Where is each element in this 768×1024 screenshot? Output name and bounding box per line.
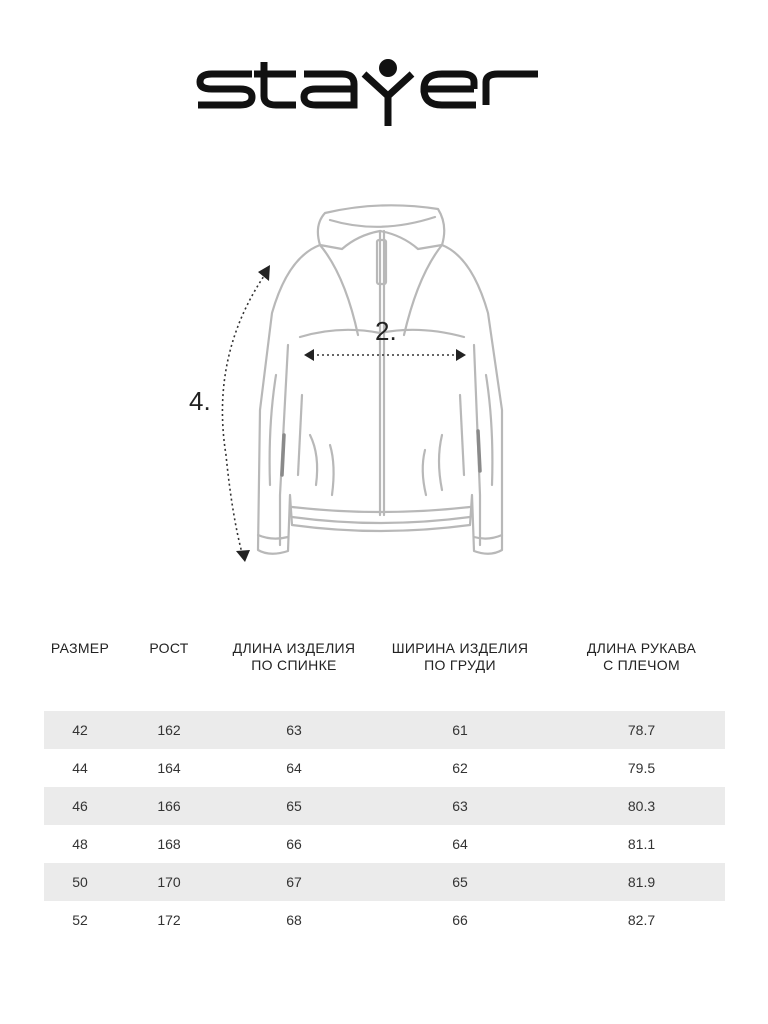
cell-chest-width: 64	[452, 836, 468, 852]
cell-height: 166	[157, 798, 181, 814]
table-row	[44, 711, 725, 749]
header-size: РАЗМЕР	[50, 640, 110, 656]
table-row	[44, 749, 725, 787]
header-sleeve-length: ДЛИНА РУКАВА С ПЛЕЧОМ	[586, 640, 697, 673]
cell-size: 42	[72, 722, 88, 738]
cell-size: 46	[72, 798, 88, 814]
table-row	[44, 787, 725, 825]
cell-chest-width: 66	[452, 912, 468, 928]
cell-back-length: 66	[286, 836, 302, 852]
cell-chest-width: 63	[452, 798, 468, 814]
cell-back-length: 64	[286, 760, 302, 776]
header-back-length: ДЛИНА ИЗДЕЛИЯ ПО СПИНКЕ	[232, 640, 356, 673]
cell-sleeve-length: 81.1	[627, 836, 656, 852]
cell-size: 48	[72, 836, 88, 852]
sleeve-length-label: 4.	[189, 386, 211, 416]
cell-size: 50	[72, 874, 88, 890]
cell-height: 164	[157, 760, 181, 776]
size-table-body	[44, 711, 725, 939]
logo-head-dot	[379, 59, 397, 77]
table-row	[44, 863, 725, 901]
table-row	[44, 825, 725, 863]
cell-chest-width: 61	[452, 722, 468, 738]
jacket-sketch	[180, 195, 540, 575]
cell-sleeve-length: 82.7	[627, 912, 656, 928]
cell-height: 170	[157, 874, 181, 890]
size-table-header	[44, 640, 725, 690]
cell-size: 52	[72, 912, 88, 928]
cell-height: 172	[157, 912, 181, 928]
cell-sleeve-length: 79.5	[627, 760, 656, 776]
header-chest-width: ШИРИНА ИЗДЕЛИЯ ПО ГРУДИ	[391, 640, 529, 673]
cell-back-length: 68	[286, 912, 302, 928]
cell-back-length: 63	[286, 722, 302, 738]
cell-size: 44	[72, 760, 88, 776]
cell-height: 162	[157, 722, 181, 738]
stayer-logo	[192, 56, 576, 128]
cell-chest-width: 65	[452, 874, 468, 890]
cell-back-length: 67	[286, 874, 302, 890]
chest-width-label: 2.	[375, 316, 397, 346]
cell-sleeve-length: 81.9	[627, 874, 656, 890]
cell-chest-width: 62	[452, 760, 468, 776]
header-height: РОСТ	[149, 640, 189, 656]
table-row	[44, 901, 725, 939]
cell-back-length: 65	[286, 798, 302, 814]
cell-sleeve-length: 78.7	[627, 722, 656, 738]
cell-height: 168	[157, 836, 181, 852]
cell-sleeve-length: 80.3	[627, 798, 656, 814]
